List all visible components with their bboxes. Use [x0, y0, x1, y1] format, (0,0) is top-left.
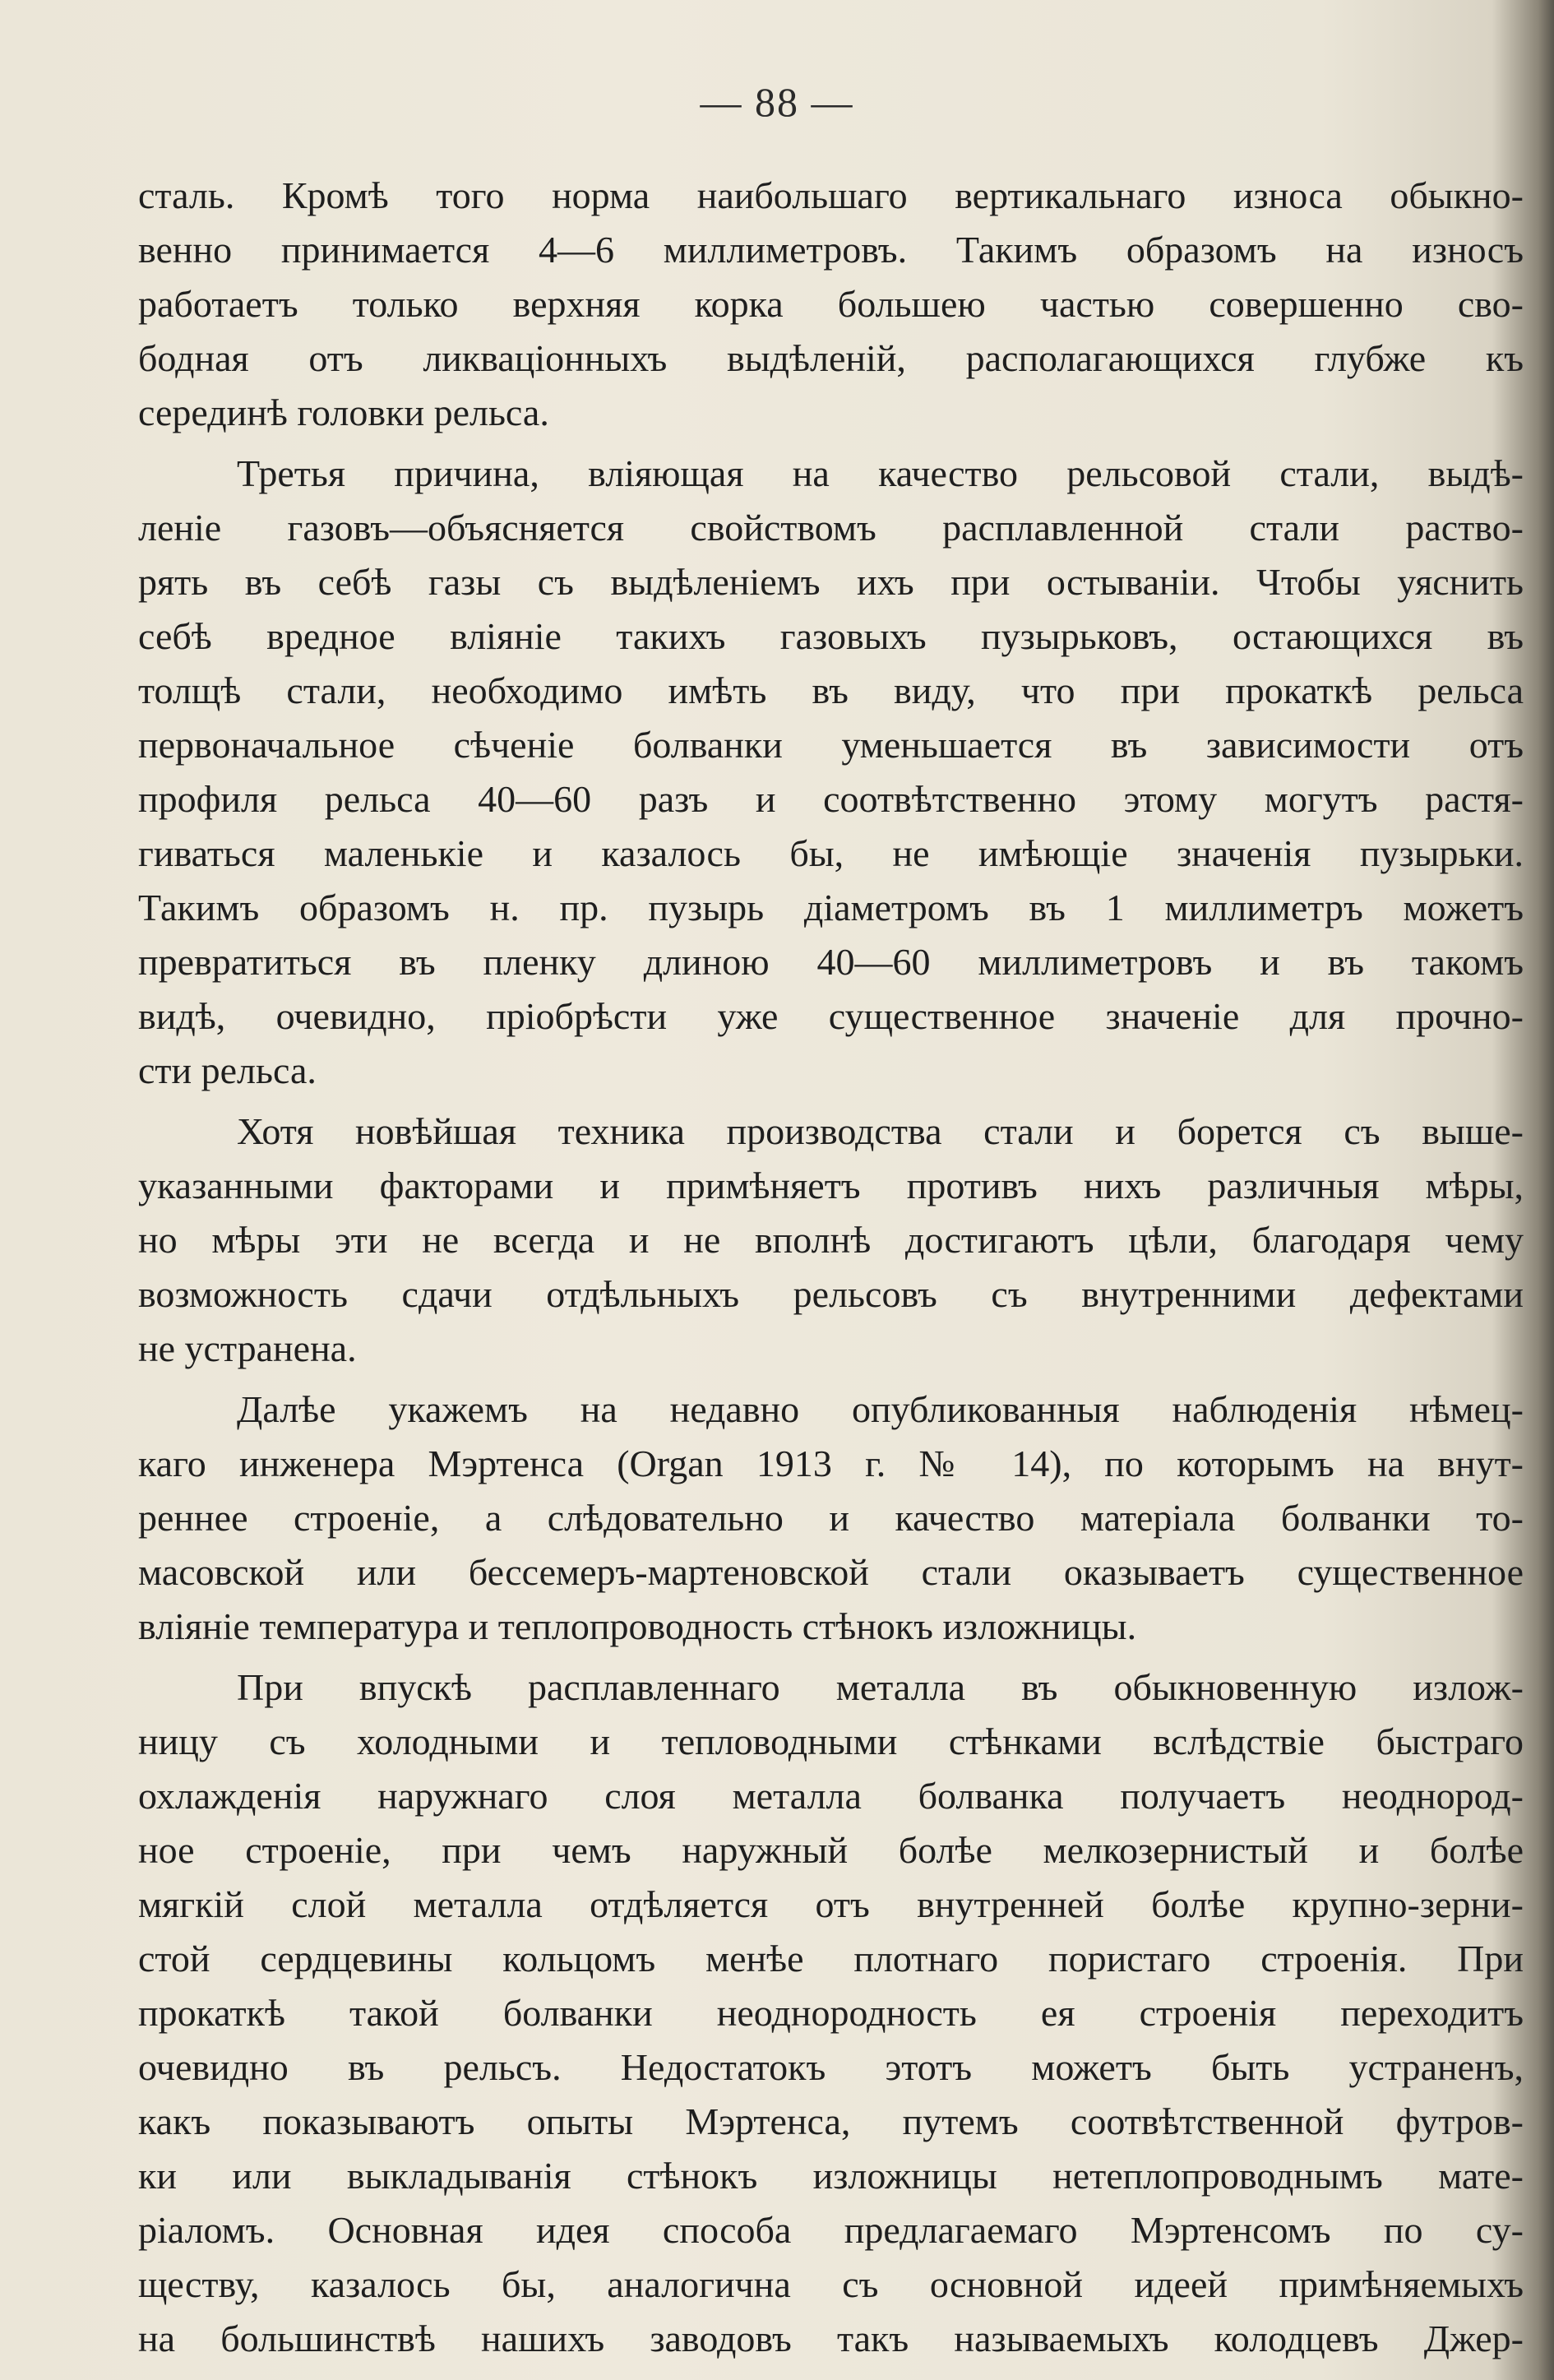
text-line: превратиться въ пленку длиною 40—60 миллиметровъ и въ такомъ [138, 941, 1524, 983]
text-line: первоначальное сѣченіе болванки уменьшается въ зависимости отъ [138, 724, 1524, 766]
text-line: указанными факторами и примѣняетъ противъ нихъ различныя мѣры, [138, 1165, 1524, 1206]
text-line: вліяніе температура и теплопроводность стѣнокъ изложницы. [138, 1605, 1137, 1647]
text-line: ріаломъ. Основная идея способа предлагаемаго Мэртенсомъ по су- [138, 2209, 1524, 2251]
text-line: работаетъ только верхняя корка большею частью совершенно сво- [138, 283, 1524, 325]
text-line: ницу съ холодными и тепловодными стѣнками вслѣдствіе быстраго [138, 1720, 1524, 1762]
text-line: масовской или бессемеръ-мартеновской стали оказываетъ существенное [138, 1551, 1524, 1593]
text-line: сти рельса. [138, 1049, 317, 1091]
text-line: но мѣры эти не всегда и не вполнѣ достигаютъ цѣли, благодаря чему [138, 1219, 1524, 1261]
paragraph-gap [138, 1376, 1524, 1382]
text-line: Третья причина, вліяющая на качество рельсовой стали, выдѣ- [237, 452, 1524, 494]
text-line: рять въ себѣ газы съ выдѣленіемъ ихъ при остываніи. Чтобы уяснить [138, 561, 1524, 603]
text-line: леніе газовъ—объясняется свойствомъ расплавленной стали раство- [138, 507, 1524, 549]
text-line: мягкій слой металла отдѣляется отъ внутренней болѣе крупно-зерни- [138, 1883, 1524, 1925]
text-line: себѣ вредное вліяніе такихъ газовыхъ пузырьковъ, остающихся въ [138, 615, 1524, 657]
text-line: венно принимается 4—6 миллиметровъ. Такимъ образомъ на износъ [138, 229, 1524, 271]
text-line: какъ показываютъ опыты Мэртенса, путемъ соотвѣтственной футров- [138, 2100, 1524, 2142]
text-line: профиля рельса 40—60 разъ и соотвѣтственно этому могутъ растя- [138, 778, 1524, 820]
text-line: реннее строеніе, а слѣдовательно и качество матеріала болванки то- [138, 1497, 1524, 1539]
text-line: ки или выкладыванія стѣнокъ изложницы нетеплопроводнымъ мате- [138, 2155, 1524, 2197]
page-number: — 88 — [700, 79, 854, 125]
text-line: видѣ, очевидно, пріобрѣсти уже существенное значеніе для прочно- [138, 995, 1524, 1037]
text-line: возможность сдачи отдѣльныхъ рельсовъ съ внутренними дефектами [138, 1273, 1524, 1315]
text-line: ществу, казалось бы, аналогична съ основной идеей примѣняемыхъ [138, 2263, 1524, 2305]
body-text [138, 169, 1524, 2366]
text-line: При впускѣ расплавленнаго металла въ обыкновенную излож- [237, 1666, 1524, 1708]
text-line: сталь. Кромѣ того норма наибольшаго вертикальнаго износа обыкно- [138, 174, 1524, 216]
text-line: охлажденія наружнаго слоя металла болванка получаетъ неоднород- [138, 1775, 1524, 1817]
text-line: гиваться маленькіе и казалось бы, не имѣющіе значенія пузырьки. [138, 832, 1524, 874]
text-line: не устранена. [138, 1327, 357, 1369]
text-line: серединѣ головки рельса. [138, 391, 549, 433]
paragraph-gap [138, 1654, 1524, 1660]
text-line: очевидно въ рельсъ. Недостатокъ этотъ можетъ быть устраненъ, [138, 2046, 1524, 2088]
text-line: Такимъ образомъ н. пр. пузырь діаметромъ въ 1 миллиметръ можетъ [138, 887, 1524, 928]
text-line: Далѣе укажемъ на недавно опубликованныя наблюденія нѣмец- [237, 1388, 1524, 1430]
text-line: каго инженера Мэртенса (Organ 1913 г. № 14), по которымъ на внут- [138, 1442, 1524, 1484]
text-line: Хотя новѣйшая техника производства стали и борется съ выше- [237, 1110, 1524, 1152]
text-line: на большинствѣ нашихъ заводовъ такъ называемыхъ колодцевъ Джер- [138, 2317, 1524, 2359]
paragraph-gap [138, 1098, 1524, 1104]
text-line: прокаткѣ такой болванки неоднородность ея строенія переходитъ [138, 1992, 1524, 2034]
text-line: ное строеніе, при чемъ наружный болѣе мелкозернистый и болѣе [138, 1829, 1524, 1871]
text-line: стой сердцевины кольцомъ менѣе плотнаго пористаго строенія. При [138, 1938, 1524, 1979]
text-line: бодная отъ ликваціонныхъ выдѣленій, располагающихся глубже къ [138, 337, 1524, 379]
text-line: толщѣ стали, необходимо имѣть въ виду, что при прокаткѣ рельса [138, 669, 1524, 711]
paragraph-gap [138, 440, 1524, 447]
